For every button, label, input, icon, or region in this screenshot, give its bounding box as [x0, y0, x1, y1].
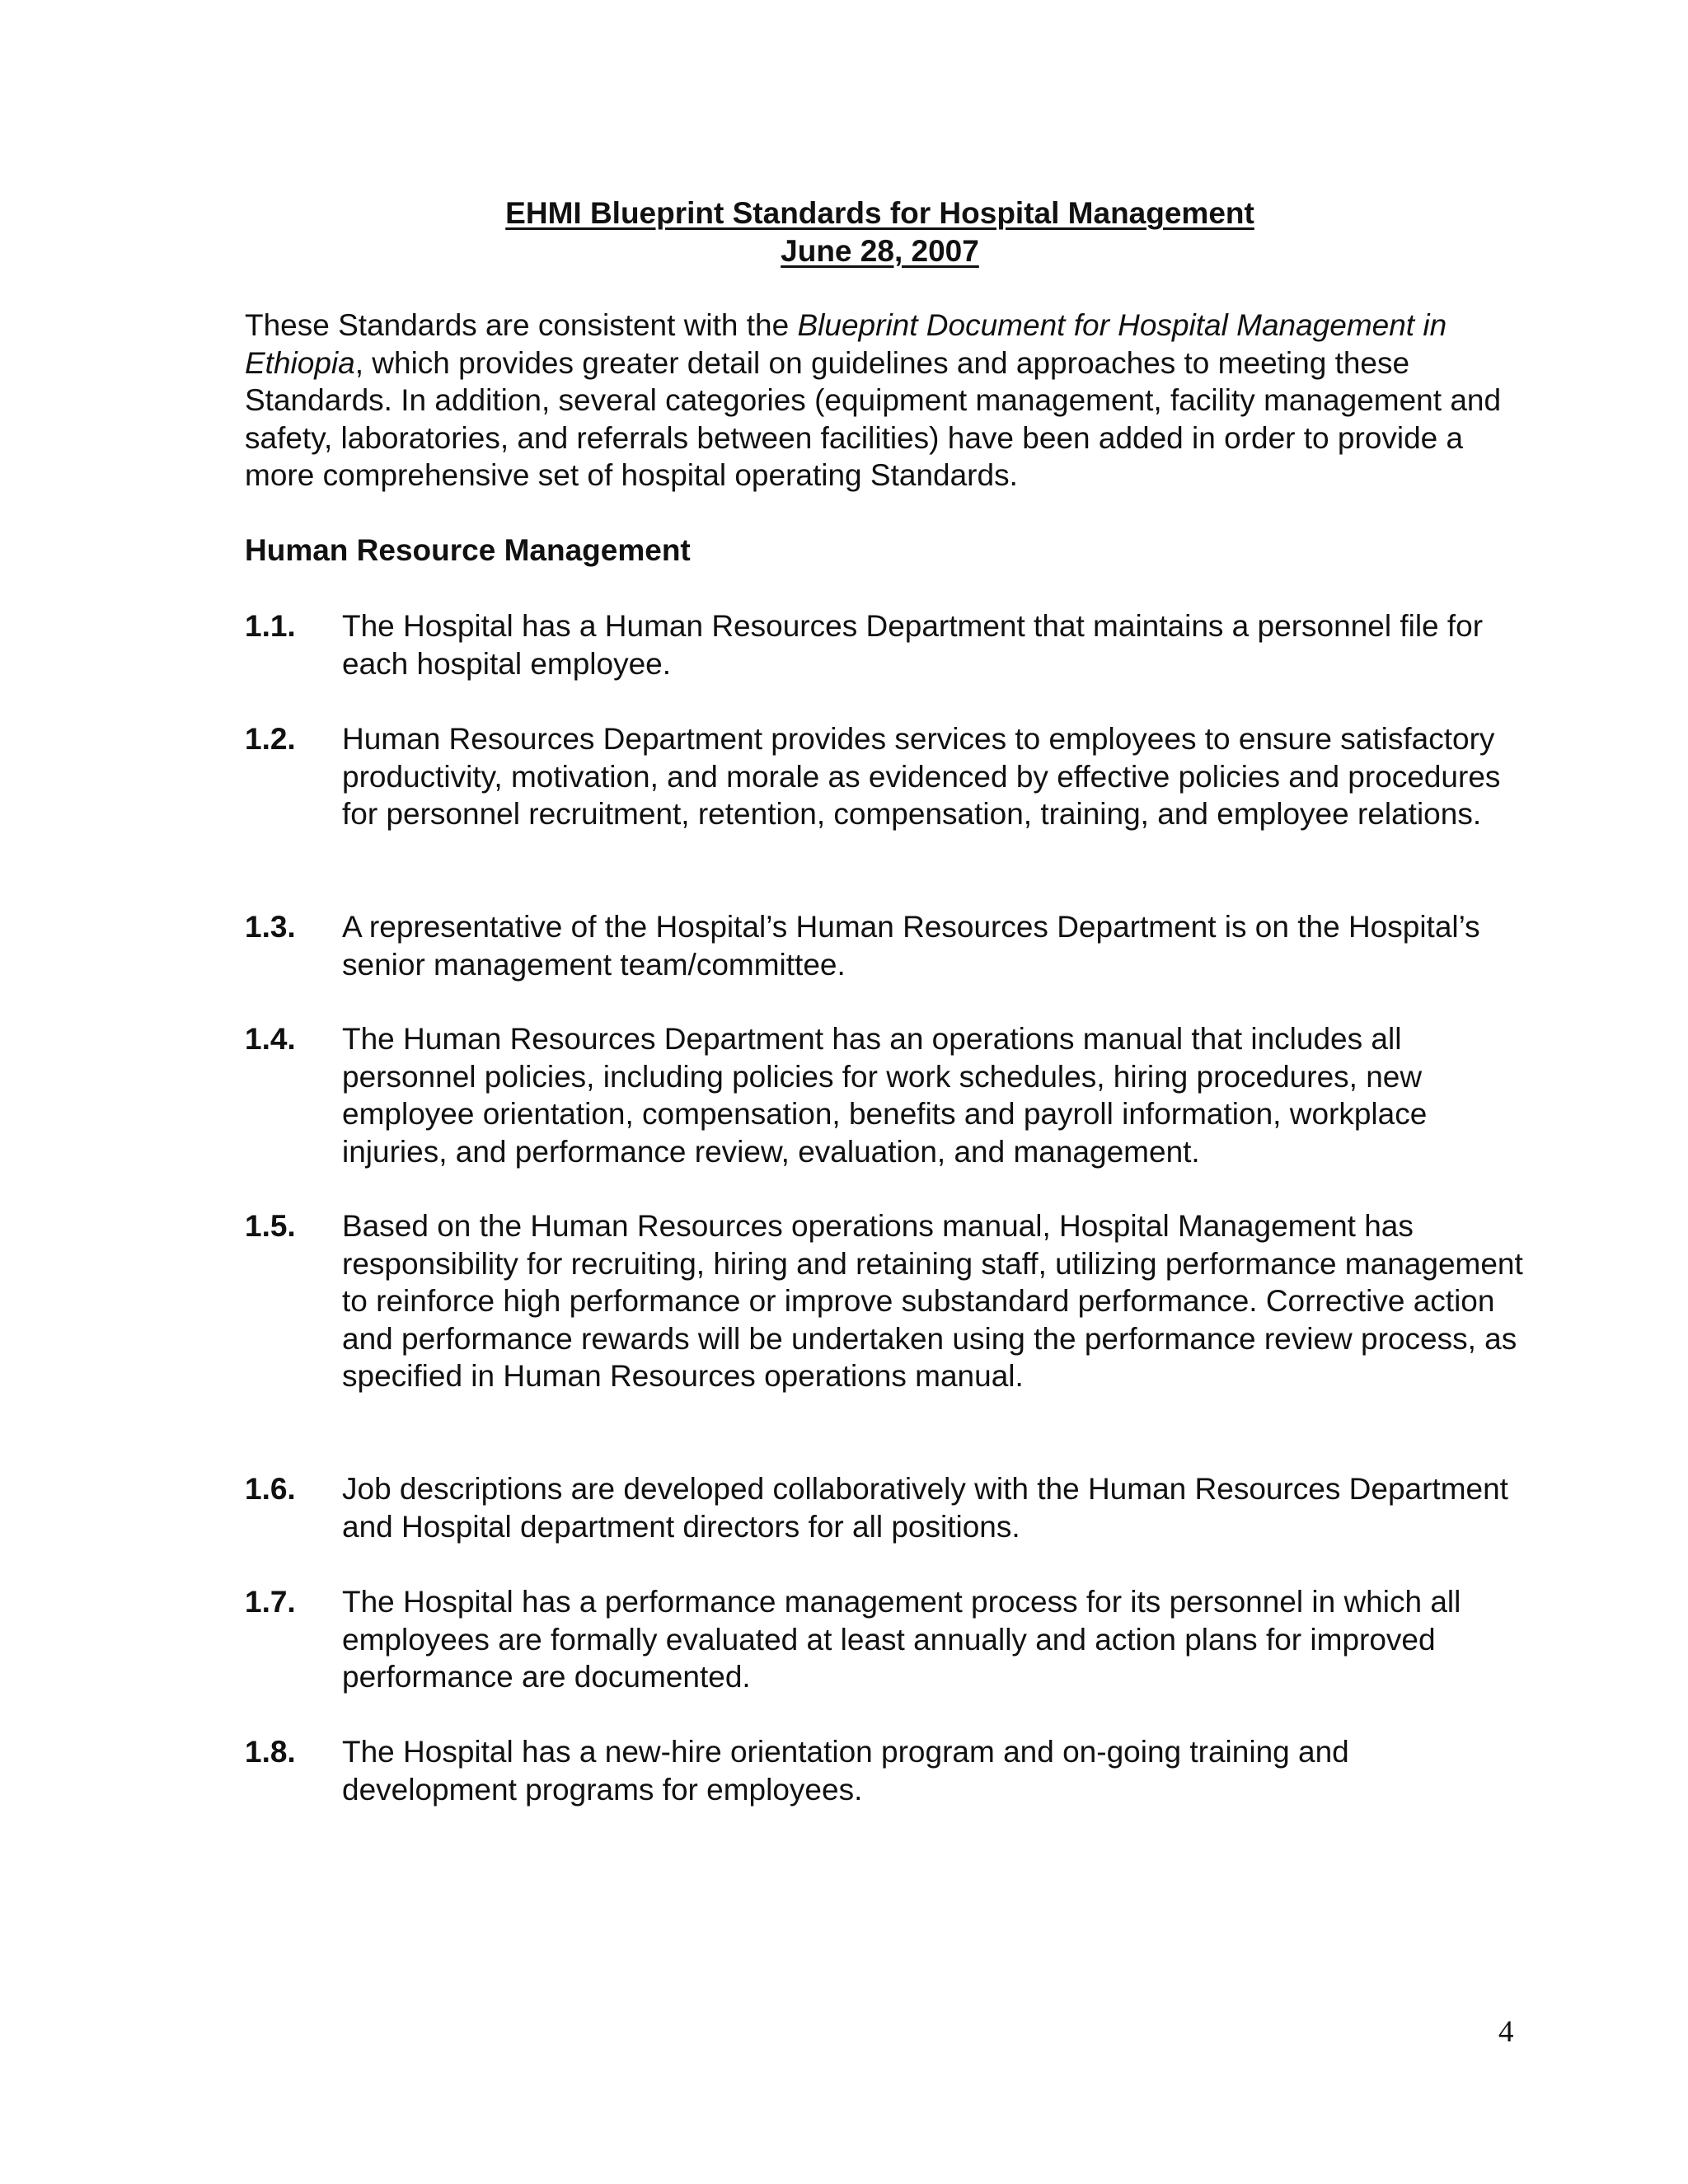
document-date: June 28, 2007: [781, 234, 979, 268]
standard-number: 1.5.: [245, 1209, 296, 1243]
standard-number: 1.6.: [245, 1472, 296, 1506]
standard-number: 1.4.: [245, 1022, 296, 1056]
standard-text: Based on the Human Resources operations manual, Hospital Management has responsibility for recruiting, hiring and retaining staff, utilizing performance management to reinforce high performance or improve substandard performance. Corrective action and performance rewards will be undertaken using the performance review process, as specified in Human Resources operations manual.: [342, 1209, 1523, 1393]
standard-text: The Hospital has a performance management process for its personnel in which all employees are formally evaluated at least annually and action plans for improved performance are documented.: [342, 1585, 1461, 1694]
standard-text: Human Resources Department provides services to employees to ensure satisfactory productivity, motivation, and morale as evidenced by effective policies and procedures for personnel recruitment, retention, compensation, training, and employee relations.: [342, 722, 1501, 831]
standard-item: [245, 1207, 1531, 1395]
intro-document-reference: Blueprint Document for Hospital Management in Ethiopia: [245, 308, 1447, 380]
standard-number: 1.7.: [245, 1585, 296, 1619]
standard-text: The Hospital has a Human Resources Department that maintains a personnel file for each hospital employee.: [342, 609, 1484, 681]
standard-item: [245, 908, 1531, 983]
standard-item: [245, 607, 1531, 682]
standard-text: A representative of the Hospital’s Human Resources Department is on the Hospital’s senior management team/committee.: [342, 910, 1480, 982]
title-block: [0, 194, 1688, 270]
standard-number: 1.8.: [245, 1735, 296, 1769]
document-title: EHMI Blueprint Standards for Hospital Management: [505, 196, 1254, 230]
intro-paragraph: [245, 307, 1531, 494]
page-number: 4: [1498, 2015, 1514, 2049]
standard-item: [245, 1470, 1531, 1545]
standard-item: [245, 1583, 1531, 1696]
standard-item: [245, 720, 1531, 833]
standard-text: The Hospital has a new-hire orientation program and on-going training and development programs for employees.: [342, 1735, 1349, 1807]
standard-number: 1.2.: [245, 722, 296, 756]
standard-item: [245, 1733, 1531, 1808]
standard-item: [245, 1020, 1531, 1170]
standard-text: Job descriptions are developed collaboratively with the Human Resources Department and Hospital department directors for all positions.: [342, 1472, 1508, 1544]
standard-number: 1.1.: [245, 609, 296, 643]
standard-number: 1.3.: [245, 910, 296, 944]
section-heading: Human Resource Management: [245, 533, 691, 567]
intro-text-end: , which provides greater detail on guidelines and approaches to meeting these Standards. In addition, several categories (equipment management, facility management and safety, laboratories, and referrals between facilities) have been added in order to provide a more comprehensive set of hospital operating Standards.: [245, 345, 1502, 492]
standard-text: The Human Resources Department has an operations manual that includes all personnel policies, including policies for work schedules, hiring procedures, new employee orientation, compensation, benefits and payroll information, workplace injuries, and performance review, evaluation, and management.: [342, 1022, 1428, 1169]
intro-text-start: These Standards are consistent with the: [245, 308, 798, 342]
